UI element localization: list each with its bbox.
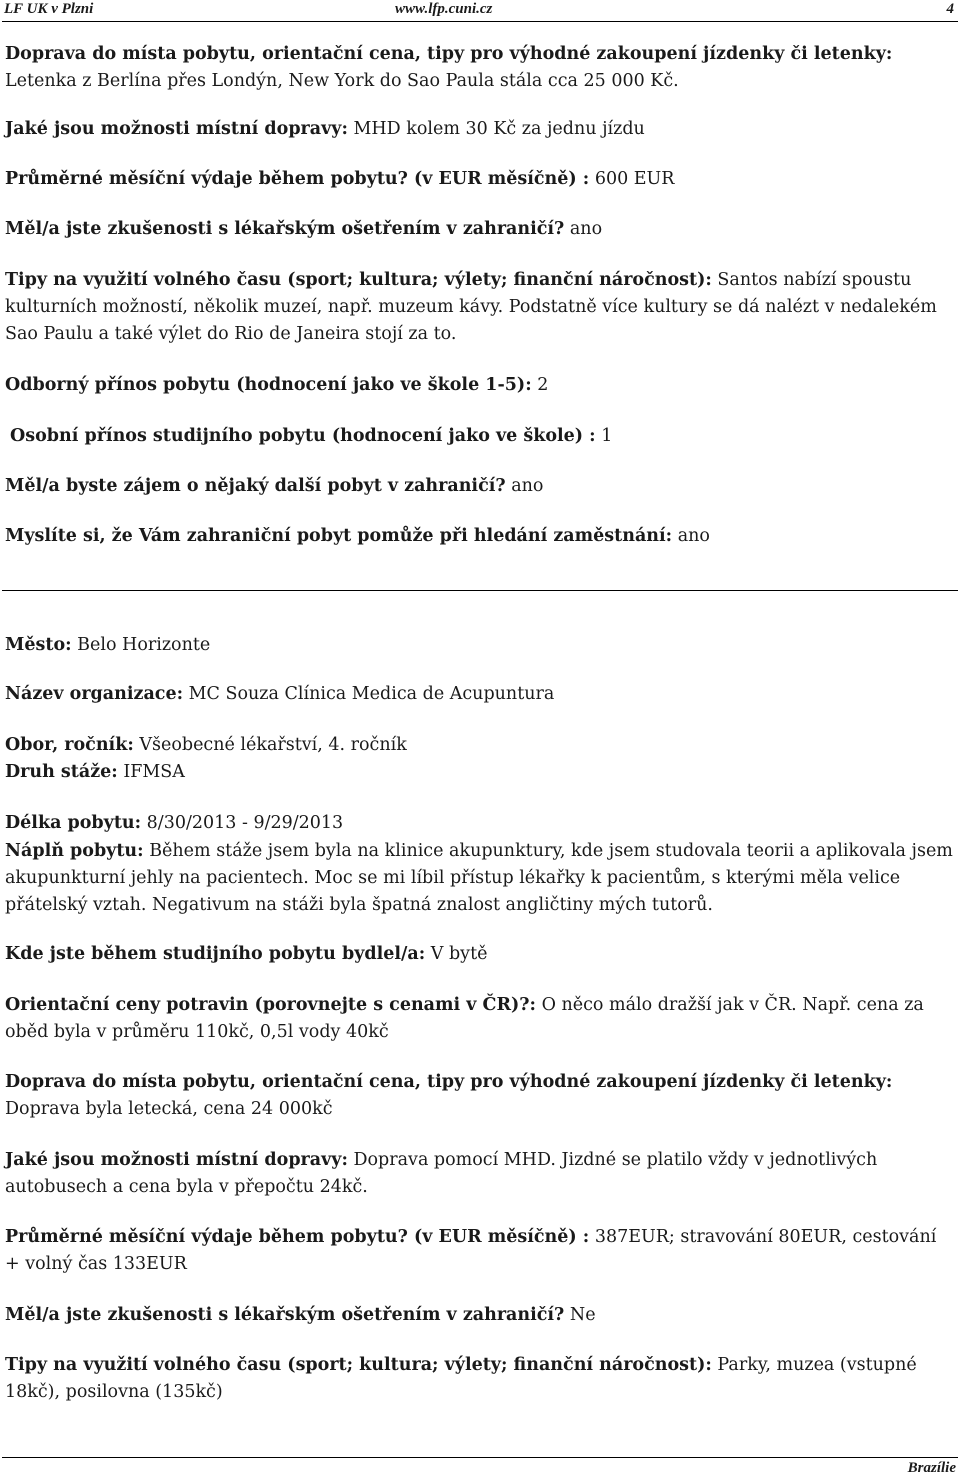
field-value: Santos nabízí spoustu kulturních možností, několik muzeí, např. muzeum kávy. Podstatně více kultury se dá nalézt v nedalekém Sao Paulu a také výlet do Rio de Janeira stojí za to.: [5, 270, 937, 344]
field-value: 387EUR; stravování 80EUR, cestování + volný čas 133EUR: [5, 1227, 937, 1274]
footer-country: Brazílie: [907, 1460, 956, 1476]
field-label: Kde jste během studijního pobytu bydlel/a:: [5, 944, 426, 964]
field-odborny-prinos: [5, 372, 955, 399]
field-label: Průměrné měsíční výdaje během pobytu? (v EUR měsíčně) :: [5, 169, 590, 189]
page-header: [0, 0, 960, 22]
field-zamestnani: [5, 523, 955, 550]
field-label: Měl/a jste zkušenosti s lékařským ošetřením v zahraničí?: [5, 219, 565, 239]
field-value: ano: [672, 526, 710, 546]
field-label: Měl/a jste zkušenosti s lékařským ošetřením v zahraničí?: [5, 1305, 565, 1325]
field-label: Tipy na využití volného času (sport; kultura; výlety; finanční náročnost):: [5, 1355, 712, 1375]
field-value: O něco málo dražší jak v ČR. Např. cena za oběd byla v průměru 110kč, 0,5l vody 40kč: [5, 995, 924, 1042]
field-label: Doprava do místa pobytu, orientační cena, tipy pro výhodné zakoupení jízdenky či letenky:: [5, 1072, 893, 1092]
field-label: Měl/a byste zájem o nějaký další pobyt v zahraničí?: [5, 476, 506, 496]
field-label: Název organizace:: [5, 684, 184, 704]
field-value: Letenka z Berlína přes Londýn, New York do Sao Paula stála cca 25 000 Kč.: [5, 71, 679, 91]
field-value: V bytě: [425, 944, 488, 964]
field-organizace: [5, 681, 955, 708]
field-value: Parky, muzea (vstupné 18kč), posilovna (135kč): [5, 1355, 917, 1402]
field-label: Jaké jsou možnosti místní dopravy:: [5, 119, 348, 139]
field-delka: [5, 810, 955, 837]
field-label: Obor, ročník:: [5, 735, 134, 755]
field-label: Odborný přínos pobytu (hodnocení jako ve škole 1-5):: [5, 375, 532, 395]
field-value: ano: [505, 476, 544, 496]
field-value: 1: [595, 426, 613, 446]
header-page-number: 4: [946, 1, 954, 17]
field-vydaje: [5, 166, 955, 193]
field-mistni-doprava-2: [5, 1147, 955, 1201]
field-doprava: [5, 41, 955, 95]
field-bydleni: [5, 941, 955, 968]
field-label: Délka pobytu:: [5, 813, 142, 833]
field-osobni-prinos: [10, 423, 960, 450]
field-obor: [5, 732, 955, 759]
field-mesto: [5, 632, 955, 659]
field-label: Náplň pobytu:: [5, 841, 144, 861]
field-value: Doprava byla letecká, cena 24 000kč: [5, 1099, 333, 1119]
field-tipy: [5, 267, 955, 348]
field-value: Všeobecné lékařství, 4. ročník: [133, 735, 407, 755]
field-tipy-2: [5, 1352, 955, 1406]
field-value: Belo Horizonte: [71, 635, 211, 655]
field-value: 2: [531, 375, 549, 395]
field-label: Průměrné měsíční výdaje během pobytu? (v EUR měsíčně) :: [5, 1227, 590, 1247]
section-divider: [2, 590, 958, 591]
field-label: Myslíte si, že Vám zahraniční pobyt pomůže při hledání zaměstnání:: [5, 526, 673, 546]
header-rule: [2, 21, 958, 22]
field-napln: [5, 838, 955, 919]
field-label: Druh stáže:: [5, 762, 118, 782]
field-value: 600 EUR: [589, 169, 675, 189]
field-lekar-2: [5, 1302, 955, 1329]
field-value: 8/30/2013 - 9/29/2013: [141, 813, 344, 833]
field-label: Osobní přínos studijního pobytu (hodnocení jako ve škole) :: [10, 426, 596, 446]
field-label: Orientační ceny potravin (porovnejte s cenami v ČR)?:: [5, 995, 536, 1015]
field-value: Během stáže jsem byla na klinice akupunktury, kde jsem studovala teorii a aplikovala jsem akupunkturní jehly na pacientech. Moc se mi líbil přístup lékařky k pacientům, s kterými měla velice přátelský vztah. Negativum na stáži byla špatná znalost angličtiny mých tutorů.: [5, 841, 953, 915]
field-lekar: [5, 216, 955, 243]
field-mistni-doprava: [5, 116, 955, 143]
field-vydaje-2: [5, 1224, 955, 1278]
field-label: Doprava do místa pobytu, orientační cena, tipy pro výhodné zakoupení jízdenky či letenky:: [5, 44, 893, 64]
field-value: MHD kolem 30 Kč za jednu jízdu: [347, 119, 645, 139]
field-value: MC Souza Clínica Medica de Acupuntura: [183, 684, 555, 704]
footer-rule: [2, 1457, 958, 1458]
field-value: Ne: [564, 1305, 596, 1325]
field-value: IFMSA: [117, 762, 185, 782]
header-url: www.lfp.cuni.cz: [395, 1, 493, 17]
field-zajem: [5, 473, 955, 500]
field-doprava-2: [5, 1069, 955, 1123]
field-value: ano: [564, 219, 603, 239]
field-label: Město:: [5, 635, 72, 655]
header-faculty: LF UK v Plzni: [4, 1, 94, 17]
field-ceny: [5, 992, 955, 1046]
field-label: Tipy na využití volného času (sport; kultura; výlety; finanční náročnost):: [5, 270, 712, 290]
field-druh-staze: [5, 759, 955, 786]
field-label: Jaké jsou možnosti místní dopravy:: [5, 1150, 348, 1170]
field-value: Doprava pomocí MHD. Jizdné se platilo vždy v jednotlivých autobusech a cena byla v přepočtu 24kč.: [5, 1150, 878, 1197]
